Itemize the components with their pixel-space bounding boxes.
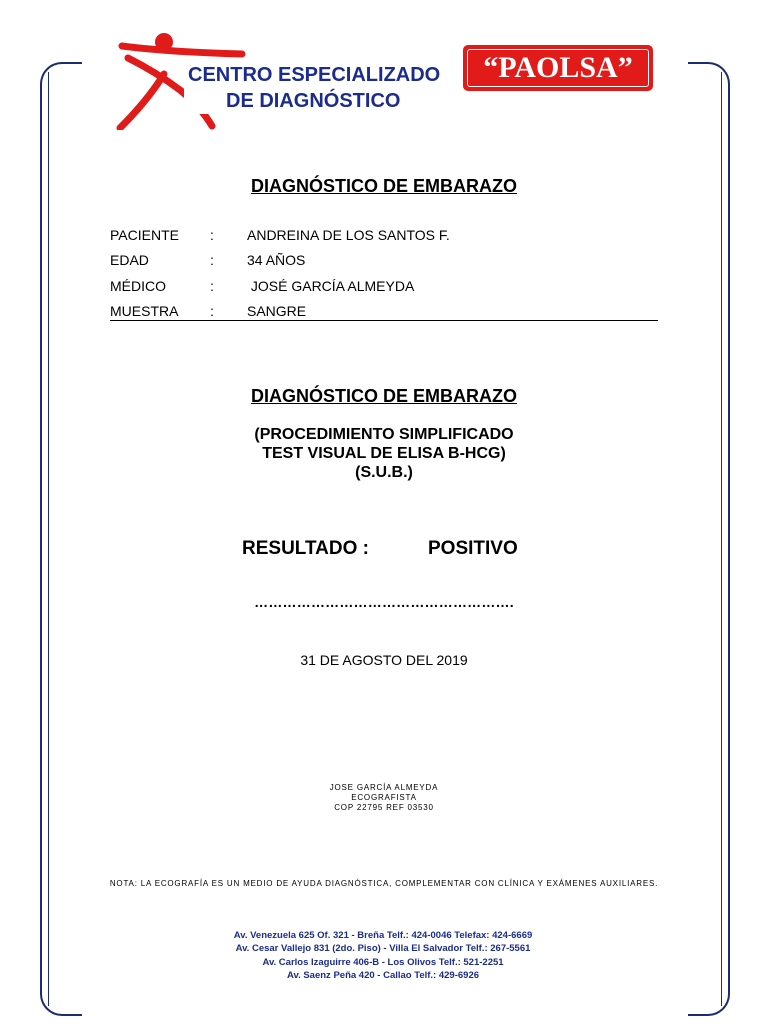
info-label: PACIENTE <box>110 226 179 243</box>
disclaimer-note: NOTA: LA ECOGRAFÍA ES UN MEDIO DE AYUDA DIAGNÓSTICA, COMPLEMENTAR CON CLÍNICA Y EXÁMENES AUXILIARES. <box>109 879 659 888</box>
org-line-2: DE DIAGNÓSTICO <box>226 90 401 112</box>
signature-name: JOSE GARCÍA ALMEYDA <box>329 783 439 792</box>
info-row-patient <box>110 222 658 248</box>
brand-badge <box>464 46 652 90</box>
signature-line: ………………………………………………. <box>254 594 514 610</box>
info-value: JOSÉ GARCÍA ALMEYDA <box>247 277 415 294</box>
page-frame-right <box>688 62 730 1016</box>
address-line: Av. Cesar Vallejo 831 (2do. Piso) - Villa El Salvador Telf.: 267-5561 <box>235 943 531 955</box>
patient-info <box>110 222 658 324</box>
info-value: ANDREINA DE LOS SANTOS F. <box>247 226 450 243</box>
info-label: EDAD <box>110 252 149 269</box>
procedure-line-3: (S.U.B.) <box>355 464 413 481</box>
result <box>242 538 518 560</box>
report-date: 31 DE AGOSTO DEL 2019 <box>300 652 468 668</box>
info-separator: : <box>210 252 214 269</box>
procedure-line-2: TEST VISUAL DE ELISA B-HCG) <box>262 445 506 462</box>
info-label: MUESTRA <box>110 303 179 320</box>
result-label: RESULTADO : <box>242 538 370 559</box>
address-line: Av. Carlos Izaguirre 406-B - Los Olivos Telf.: 521-2251 <box>262 956 504 968</box>
info-value: SANGRE <box>247 303 307 320</box>
organization-name <box>184 62 444 114</box>
info-divider <box>110 320 658 321</box>
page-frame-left <box>40 62 82 1016</box>
footer-addresses <box>205 929 561 983</box>
org-line-1: CENTRO ESPECIALIZADO <box>188 64 441 86</box>
info-separator: : <box>210 226 214 243</box>
info-separator: : <box>210 277 214 294</box>
brand-name: “PAOLSA” <box>467 49 649 87</box>
procedure-description <box>0 425 768 482</box>
procedure-line-1: (PROCEDIMIENTO SIMPLIFICADO <box>254 426 514 443</box>
address-line: Av. Venezuela 625 Of. 321 - Breña Telf.: 424-0046 Telefax: 424-6669 <box>233 930 533 941</box>
signature-role: ECOGRAFISTA <box>351 793 417 802</box>
info-value: 34 AÑOS <box>247 252 306 269</box>
info-label: MÉDICO <box>110 277 166 294</box>
signature-block <box>0 783 768 813</box>
signature-registration: COP 22795 REF 03530 <box>334 803 434 812</box>
address-line: Av. Saenz Peña 420 - Callao Telf.: 429-6926 <box>286 970 480 982</box>
result-value: POSITIVO <box>428 538 518 559</box>
section-title: DIAGNÓSTICO DE EMBARAZO <box>250 386 517 406</box>
info-separator: : <box>210 303 214 320</box>
info-row-age <box>110 248 658 274</box>
info-row-doctor <box>110 273 658 299</box>
document-title: DIAGNÓSTICO DE EMBARAZO <box>250 176 517 196</box>
